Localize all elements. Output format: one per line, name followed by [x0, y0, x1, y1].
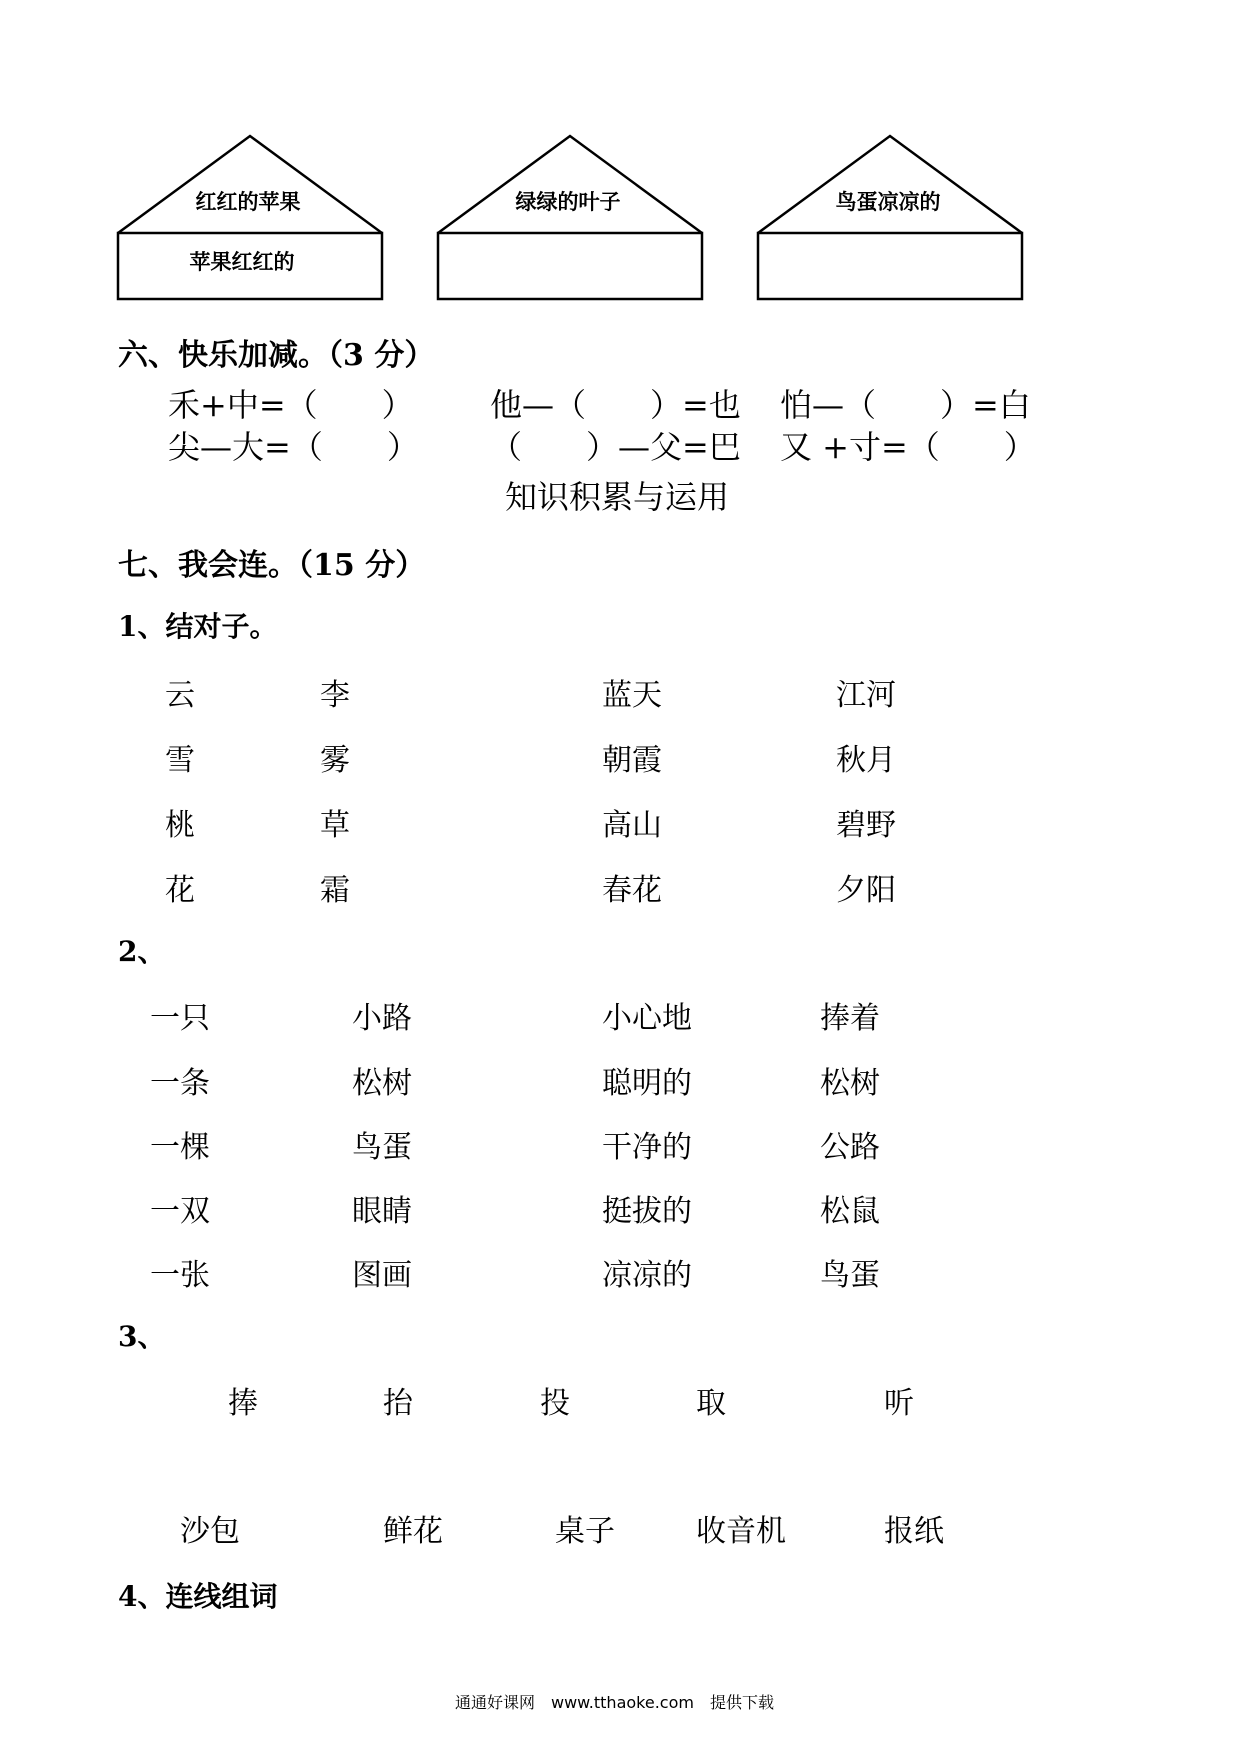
q2-word: 一张 [150, 1258, 210, 1293]
equation-2: 他—（ ）=也 [490, 386, 741, 424]
q3-label: 3、 [118, 1320, 166, 1353]
q1-word: 花 [165, 873, 195, 908]
q1-label: 1、结对子。 [118, 610, 278, 643]
q1-word: 秋月 [836, 743, 896, 778]
equation-5: （ ）—父=巴 [490, 428, 741, 466]
q3-verb: 捧 [228, 1386, 258, 1421]
q2-word: 小路 [352, 1001, 412, 1036]
q1-word: 江河 [836, 678, 896, 713]
q3-noun: 收音机 [696, 1514, 786, 1549]
q2-word: 松树 [352, 1066, 412, 1101]
q2-word: 一条 [150, 1066, 210, 1101]
q4-label: 4、连线组词 [118, 1580, 278, 1613]
q1-word: 高山 [602, 808, 662, 843]
q2-word: 鸟蛋 [820, 1258, 880, 1293]
section-7-heading: 七、我会连。（15 分） [118, 548, 426, 583]
q3-verb: 取 [696, 1386, 726, 1421]
q2-word: 干净的 [602, 1130, 692, 1165]
q2-word: 一棵 [150, 1130, 210, 1165]
part-title: 知识积累与运用 [505, 478, 730, 516]
q1-word: 碧野 [836, 808, 896, 843]
q2-label: 2、 [118, 935, 166, 968]
equation-1: 禾+中=（ ） [168, 386, 414, 424]
house-2 [438, 136, 702, 299]
q1-word: 夕阳 [836, 873, 896, 908]
q1-word: 春花 [602, 873, 662, 908]
q1-word: 桃 [165, 808, 195, 843]
house-2-roof-text: 绿绿的叶子 [515, 189, 621, 214]
q2-word: 挺拔的 [602, 1194, 692, 1229]
q3-noun: 桌子 [555, 1514, 615, 1549]
q3-verb: 抬 [383, 1386, 413, 1421]
q3-noun: 沙包 [180, 1514, 240, 1549]
q1-word: 蓝天 [602, 678, 662, 713]
q2-word: 松树 [820, 1066, 880, 1101]
equation-3: 怕—（ ）=白 [780, 386, 1031, 424]
q3-verb: 听 [884, 1386, 914, 1421]
q2-word: 凉凉的 [602, 1258, 692, 1293]
house-1-roof-text: 红红的苹果 [195, 189, 301, 214]
q1-word: 霜 [320, 873, 350, 908]
q2-word: 图画 [352, 1258, 412, 1293]
q2-word: 小心地 [602, 1001, 692, 1036]
q2-word: 一只 [150, 1001, 210, 1036]
section-6-heading: 六、快乐加减。（3 分） [118, 338, 435, 373]
q1-word: 雾 [320, 743, 350, 778]
q1-word: 李 [320, 678, 350, 713]
house-1-base-text: 苹果红红的 [189, 249, 295, 274]
q1-word: 朝霞 [602, 743, 662, 778]
q2-word: 一双 [150, 1194, 210, 1229]
page-footer: 通通好课网 www.tthaoke.com 提供下载 [455, 1693, 774, 1712]
q1-word: 雪 [165, 743, 195, 778]
q3-noun: 鲜花 [383, 1514, 443, 1549]
equation-4: 尖—大=（ ） [168, 428, 419, 466]
q2-word: 公路 [820, 1130, 880, 1165]
house-3 [758, 136, 1022, 299]
equation-6: 又 +寸=（ ） [780, 428, 1036, 466]
q3-noun: 报纸 [884, 1514, 944, 1549]
q1-word: 云 [165, 678, 195, 713]
q2-word: 捧着 [820, 1001, 880, 1036]
house-3-roof-text: 鸟蛋凉凉的 [835, 189, 941, 214]
q2-word: 聪明的 [602, 1066, 692, 1101]
q2-word: 眼睛 [352, 1194, 412, 1229]
q2-word: 鸟蛋 [352, 1130, 412, 1165]
q2-word: 松鼠 [820, 1194, 880, 1229]
q1-word: 草 [320, 808, 350, 843]
q3-verb: 投 [540, 1386, 570, 1421]
